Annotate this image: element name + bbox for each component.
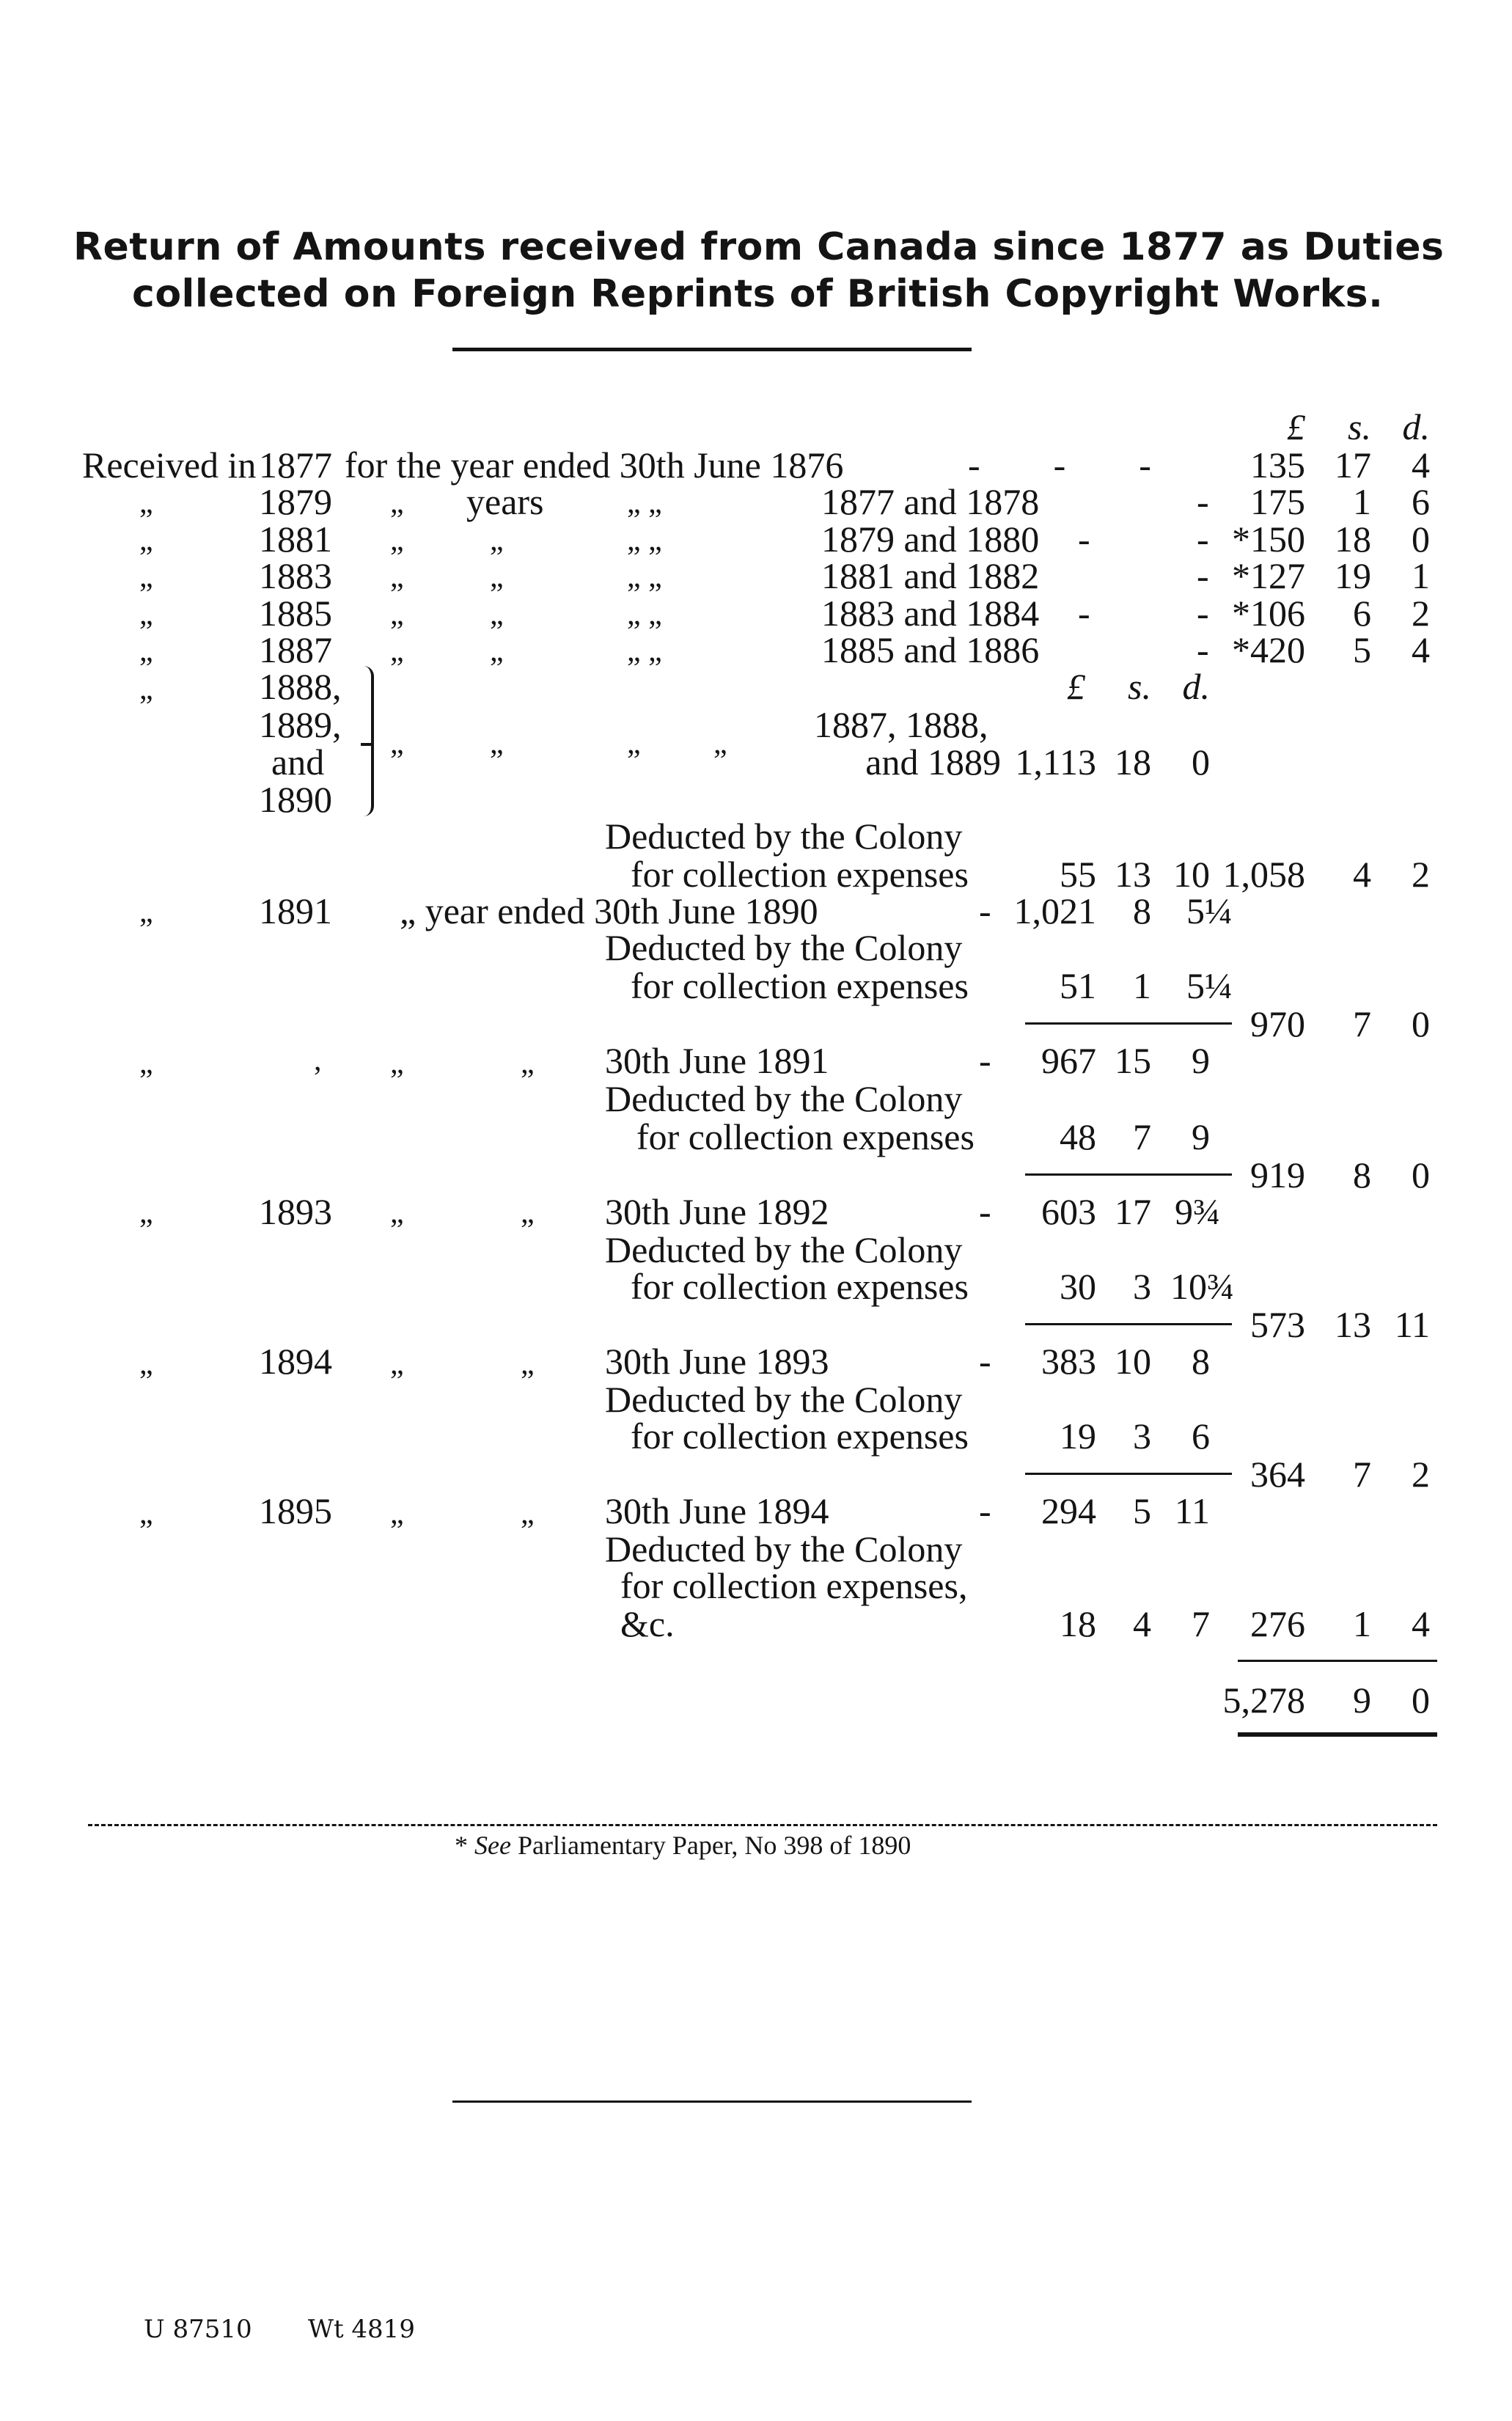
ditto-mark: „	[390, 598, 404, 631]
row-dash: -	[1197, 555, 1209, 596]
annual-desc: 30th June 1891	[605, 1040, 829, 1081]
footnote-see: See	[474, 1831, 511, 1860]
annual-net-pounds: 919	[1250, 1154, 1305, 1195]
deduct-line: Deducted by the Colony	[605, 927, 963, 968]
annual-gross-pounds: 967	[1041, 1040, 1096, 1081]
annual-gross-pounds: 294	[1041, 1490, 1096, 1531]
row-received: 1879	[259, 481, 332, 522]
annual-gross-pounds: 1,021	[1013, 890, 1096, 931]
grouped-net-pence: 2	[1412, 854, 1430, 895]
row-received: 1887	[259, 629, 332, 670]
subtotal-rule	[1025, 1473, 1232, 1475]
row-shillings: 5	[1353, 629, 1371, 670]
annual-deducted-pence: 7	[1192, 1603, 1210, 1644]
grouped-net-shillings: 4	[1353, 854, 1371, 895]
annual-gross-pence: 9¾	[1175, 1191, 1221, 1232]
annual-dash: -	[979, 890, 991, 931]
annual-deducted-pence: 9	[1192, 1116, 1210, 1157]
row-received: 1881	[259, 519, 332, 560]
row-1877-pence: 4	[1412, 444, 1430, 486]
row-mid: years	[466, 481, 544, 522]
ditto-mark: „	[139, 524, 153, 557]
sub-header-pounds: £	[1067, 666, 1085, 707]
annual-desc: 30th June 1893	[605, 1341, 829, 1382]
annual-net-shillings: 7	[1353, 1003, 1371, 1044]
annual-net-pounds: 276	[1250, 1603, 1305, 1644]
total-shillings: 9	[1353, 1680, 1371, 1721]
annual-dash: -	[979, 1191, 991, 1232]
header-pounds: £	[1287, 406, 1305, 447]
row-received: 1885	[259, 593, 332, 634]
row-pounds: *106	[1232, 593, 1305, 634]
annual-gross-pence: 11	[1174, 1490, 1210, 1531]
row-dash: -	[1197, 593, 1209, 634]
row-dash: -	[1078, 519, 1090, 560]
ditto-mark: „	[627, 727, 641, 761]
annual-deducted-shillings: 4	[1133, 1603, 1151, 1644]
annual-received: 1891	[259, 890, 332, 931]
ditto-mark: „	[139, 1347, 153, 1381]
ditto-mark: „	[139, 1196, 153, 1230]
annual-desc: 30th June 1892	[605, 1191, 829, 1232]
sub-header-shillings: s.	[1128, 666, 1151, 707]
deduct-line: Deducted by the Colony	[605, 1528, 963, 1570]
title-rule	[452, 348, 972, 351]
total-bottom-rule	[1238, 1732, 1437, 1737]
bottom-rule	[452, 2100, 972, 2103]
annual-gross-shillings: 5	[1133, 1490, 1151, 1531]
ditto-mark: „	[490, 524, 504, 557]
annual-net-shillings: 1	[1353, 1603, 1371, 1644]
row-pence: 0	[1412, 519, 1430, 560]
annual-dash: -	[979, 1341, 991, 1382]
ditto-mark: „ „	[627, 560, 662, 594]
row-pence: 1	[1412, 555, 1430, 596]
row-period: 1881 and 1882	[821, 555, 1040, 596]
annual-net-shillings: 7	[1353, 1454, 1371, 1495]
row-pounds: *420	[1232, 629, 1305, 670]
deduct-line: for collection expenses	[636, 1116, 975, 1157]
annual-net-pence: 0	[1412, 1003, 1430, 1044]
ditto-mark: „	[139, 673, 153, 706]
ditto-mark: „	[139, 560, 153, 594]
row-period: 1883 and 1884	[821, 593, 1040, 634]
ditto-mark: „	[390, 1196, 404, 1230]
deduct-line: Deducted by the Colony	[605, 1229, 963, 1270]
row-pounds: *127	[1232, 555, 1305, 596]
ditto-mark: „	[521, 1196, 535, 1230]
annual-received: 1893	[259, 1191, 332, 1232]
grouped-deducted-shillings: 13	[1115, 854, 1151, 895]
deduct-line: for collection expenses	[631, 1266, 969, 1307]
total-pounds: 5,278	[1222, 1680, 1305, 1721]
annual-deducted-pence: 6	[1192, 1415, 1210, 1457]
footnote-separator	[88, 1824, 1437, 1826]
ditto-mark: „ „	[627, 486, 662, 520]
row-dash: -	[1197, 481, 1209, 522]
ditto-mark: „	[713, 727, 727, 761]
annual-net-pounds: 970	[1250, 1003, 1305, 1044]
sub-header-pence: d.	[1182, 666, 1210, 707]
footnote-text: Parliamentary Paper, No 398 of 1890	[517, 1831, 911, 1860]
ditto-mark: „	[390, 634, 404, 668]
annual-gross-pounds: 603	[1041, 1191, 1096, 1232]
ditto-mark: „	[390, 1497, 404, 1531]
annual-deducted-pounds: 30	[1060, 1266, 1096, 1307]
grouped-period-line: 1887, 1888,	[814, 704, 988, 745]
annual-deducted-pounds: 51	[1060, 965, 1096, 1006]
annual-net-shillings: 13	[1335, 1304, 1371, 1345]
grouped-received-line: and	[271, 741, 325, 783]
grouped-gross-shillings: 18	[1115, 741, 1151, 783]
grouped-received-line: 1888,	[259, 666, 342, 707]
row-1877-pounds: 135	[1250, 444, 1305, 486]
ditto-mark: „	[139, 486, 153, 520]
received-label: Received in	[82, 444, 257, 486]
annual-net-pence: 2	[1412, 1454, 1430, 1495]
annual-received: 1894	[259, 1341, 332, 1382]
row-dash: -	[1197, 629, 1209, 670]
annual-deducted-shillings: 7	[1133, 1116, 1151, 1157]
ditto-mark: „ „	[627, 598, 662, 631]
ditto-mark: „	[390, 1047, 404, 1080]
annual-deducted-pounds: 48	[1060, 1116, 1096, 1157]
ditto-mark: „	[390, 1347, 404, 1381]
row-dash: -	[1078, 593, 1090, 634]
row-pence: 2	[1412, 593, 1430, 634]
annual-deducted-pounds: 18	[1060, 1603, 1096, 1644]
row-shillings: 18	[1335, 519, 1371, 560]
annual-dash: -	[979, 1040, 991, 1081]
header-pence: d.	[1402, 406, 1430, 447]
total-pence: 0	[1412, 1680, 1430, 1721]
row-shillings: 6	[1353, 593, 1371, 634]
row-pence: 6	[1412, 481, 1430, 522]
row-pounds: *150	[1232, 519, 1305, 560]
deduct-line: for collection expenses	[631, 854, 969, 895]
deduct-line: Deducted by the Colony	[605, 816, 963, 857]
grouped-received-line: 1890	[259, 779, 332, 820]
grouped-period-line: and 1889	[865, 741, 1001, 783]
annual-gross-pounds: 383	[1041, 1341, 1096, 1382]
row-shillings: 1	[1353, 481, 1371, 522]
annual-deducted-pence: 5¼	[1186, 965, 1233, 1006]
ditto-mark: „ „	[627, 634, 662, 668]
annual-gross-pence: 8	[1192, 1341, 1210, 1382]
deduct-line: Deducted by the Colony	[605, 1078, 963, 1119]
deduct-line: &c.	[620, 1603, 675, 1644]
grouped-deducted-pounds: 55	[1060, 854, 1096, 895]
annual-desc: 30th June 1894	[605, 1490, 829, 1531]
footnote	[455, 1831, 911, 1860]
ditto-mark: „ „	[627, 524, 662, 557]
brace-tip	[361, 737, 371, 746]
row-received: 1883	[259, 555, 332, 596]
grouped-net-pounds: 1,058	[1222, 854, 1305, 895]
row-period: 1885 and 1886	[821, 629, 1040, 670]
ditto-mark: „	[139, 634, 153, 668]
annual-deducted-pounds: 19	[1060, 1415, 1096, 1457]
annual-net-shillings: 8	[1353, 1154, 1371, 1195]
annual-net-pence: 0	[1412, 1154, 1430, 1195]
annual-net-pence: 11	[1394, 1304, 1430, 1345]
grouped-received-line: 1889,	[259, 704, 342, 745]
grouped-deducted-pence: 10	[1173, 854, 1210, 895]
deduct-line: for collection expenses	[631, 1415, 969, 1457]
header-shillings: s.	[1348, 406, 1371, 447]
footnote-star: *	[455, 1831, 468, 1860]
print-mark-left: U 87510	[144, 2315, 252, 2344]
deduct-line: for collection expenses,	[620, 1565, 968, 1606]
annual-gross-shillings: 8	[1133, 890, 1151, 931]
ditto-mark: „	[390, 560, 404, 594]
ditto-mark: „	[490, 560, 504, 594]
row-1877-shillings: 17	[1335, 444, 1371, 486]
annual-received: 1895	[259, 1490, 332, 1531]
annual-deducted-shillings: 1	[1133, 965, 1151, 1006]
ditto-mark: „	[521, 1047, 535, 1080]
annual-dash: -	[979, 1490, 991, 1531]
total-top-rule	[1238, 1660, 1437, 1662]
ditto-mark: „	[139, 1497, 153, 1531]
row-1877-desc: for the year ended 30th June 1876	[345, 444, 844, 486]
document-title	[73, 224, 1452, 318]
annual-deducted-shillings: 3	[1133, 1266, 1151, 1307]
print-mark-right: Wt 4819	[308, 2315, 415, 2344]
annual-gross-shillings: 15	[1115, 1040, 1151, 1081]
ditto-mark: „	[521, 1347, 535, 1381]
ditto-mark: „	[490, 727, 504, 761]
annual-deducted-shillings: 3	[1133, 1415, 1151, 1457]
row-dash: -	[1197, 519, 1209, 560]
annual-gross-shillings: 10	[1115, 1341, 1151, 1382]
subtotal-rule	[1025, 1323, 1232, 1325]
row-period: 1879 and 1880	[821, 519, 1040, 560]
row-period: 1877 and 1878	[821, 481, 1040, 522]
ditto-mark: „	[390, 486, 404, 520]
ditto-mark: „	[139, 598, 153, 631]
deduct-line: for collection expenses	[631, 965, 969, 1006]
ditto-mark: „	[390, 727, 404, 761]
title-line-2: collected on Foreign Reprints of British Copyright Works.	[132, 272, 1384, 316]
title-line-1: Return of Amounts received from Canada since 1877 as Duties	[73, 225, 1445, 269]
annual-desc: „ year ended 30th June 1890	[400, 890, 818, 931]
ditto-mark: „	[521, 1497, 535, 1531]
row-pounds: 175	[1250, 481, 1305, 522]
subtotal-rule	[1025, 1173, 1232, 1176]
ditto-mark: „	[139, 895, 153, 929]
ditto-mark: „	[390, 524, 404, 557]
grouped-gross-pence: 0	[1192, 741, 1210, 783]
annual-net-pounds: 573	[1250, 1304, 1305, 1345]
ditto-mark: „	[139, 1047, 153, 1080]
deduct-line: Deducted by the Colony	[605, 1379, 963, 1420]
subtotal-rule	[1025, 1022, 1232, 1025]
annual-gross-pence: 5¼	[1186, 890, 1233, 931]
row-shillings: 19	[1335, 555, 1371, 596]
row-1877-dots: - - -	[968, 444, 1151, 486]
annual-deducted-pence: 10¾	[1170, 1266, 1235, 1307]
grouped-gross-pounds: 1,113	[1015, 741, 1096, 783]
annual-received: ,	[314, 1044, 322, 1077]
row-pence: 4	[1412, 629, 1430, 670]
row-1877-received: 1877	[259, 444, 332, 486]
annual-gross-pence: 9	[1192, 1040, 1210, 1081]
annual-net-pounds: 364	[1250, 1454, 1305, 1495]
annual-net-pence: 4	[1412, 1603, 1430, 1644]
ditto-mark: „	[490, 598, 504, 631]
annual-gross-shillings: 17	[1115, 1191, 1151, 1232]
ditto-mark: „	[490, 634, 504, 668]
